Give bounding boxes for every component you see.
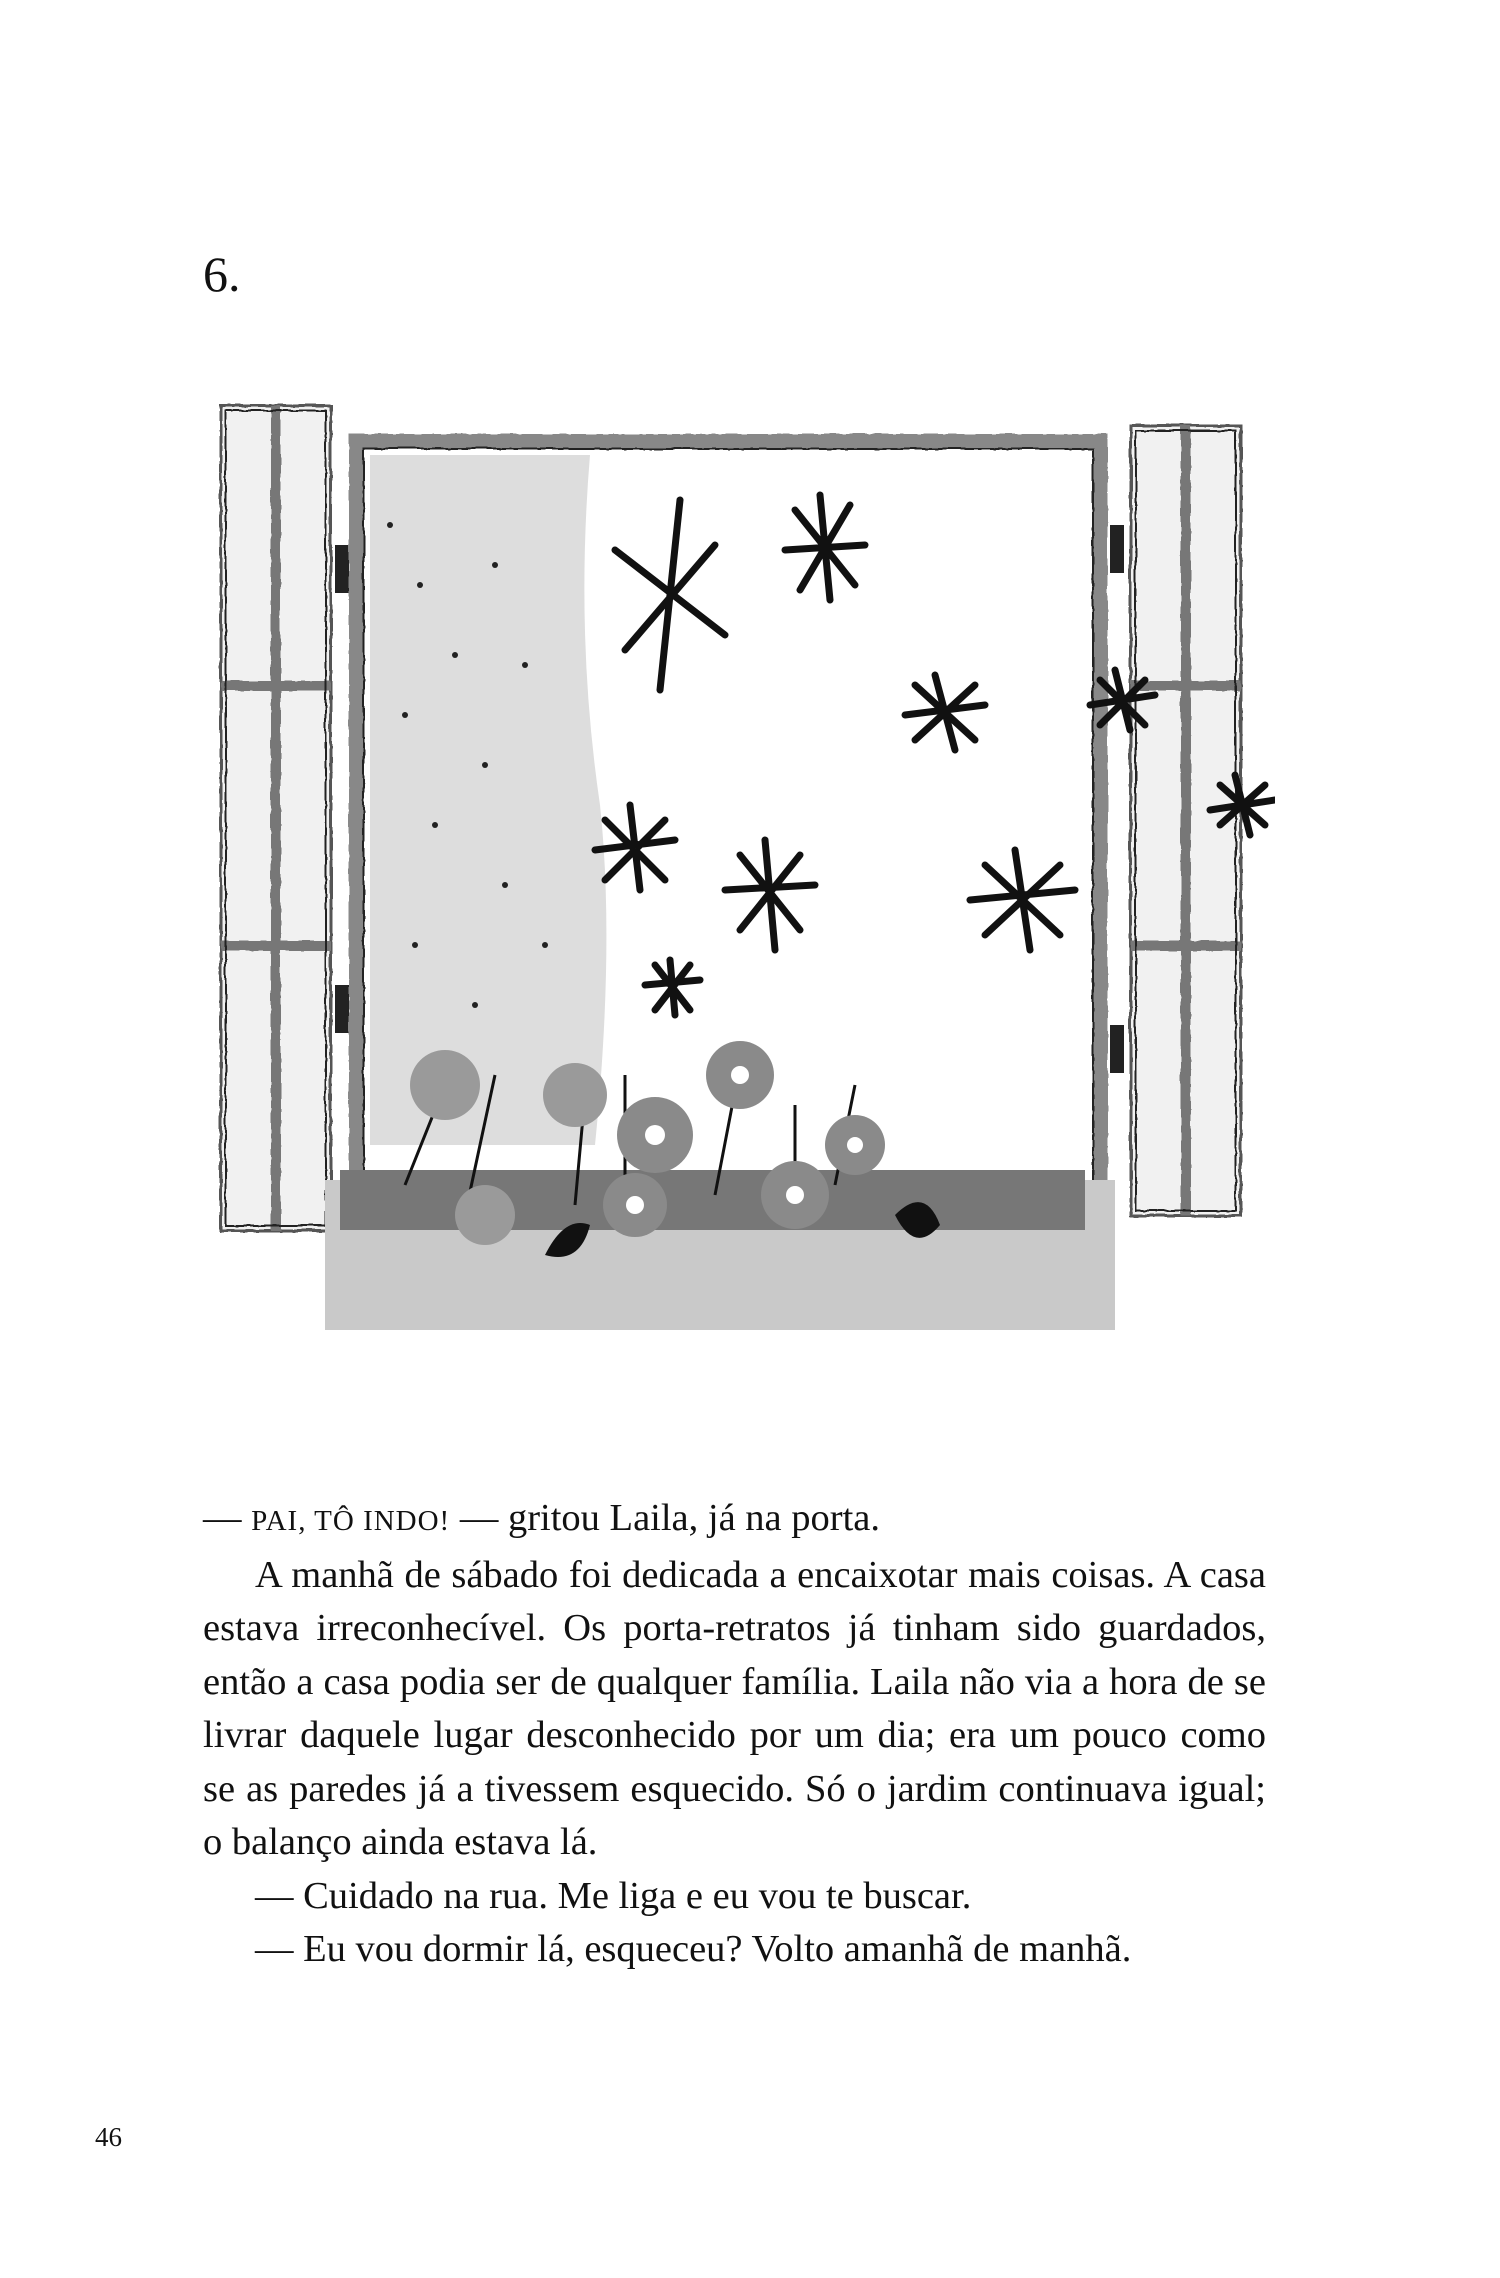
dialogue-tag: — gritou Laila, já na porta.: [450, 1497, 880, 1539]
window-illustration: [195, 385, 1275, 1355]
paragraph-3: — Cuidado na rua. Me liga e eu vou te buscar.: [255, 1874, 972, 1917]
smallcaps-exclamation: PAI, TÔ INDO!: [251, 1505, 451, 1537]
chapter-number: 6.: [203, 246, 241, 302]
dash: —: [203, 1497, 242, 1539]
curtain: [370, 455, 606, 1145]
paragraph-2: A manhã de sábado foi dedicada a encaixotar mais coisas. A casa estava irreconhecível. Os porta-retratos já tinham sido guardados, então a casa podia ser de qualquer família. Laila não via a hora de se livrar daquele lugar desconhecido por um dia; era um pouco como se as paredes já a tivessem esquecido. Só o jardim continuava igual; o balanço ainda estava lá.: [203, 1553, 1266, 1863]
page-number: 46: [95, 2122, 122, 2152]
body-text: [203, 1492, 1266, 1977]
paragraph-1: [203, 1492, 1266, 1549]
soil: [340, 1170, 1085, 1230]
left-shutter: [220, 405, 330, 1230]
paragraph-4: — Eu vou dormir lá, esqueceu? Volto amanhã de manhã.: [255, 1928, 1132, 1970]
